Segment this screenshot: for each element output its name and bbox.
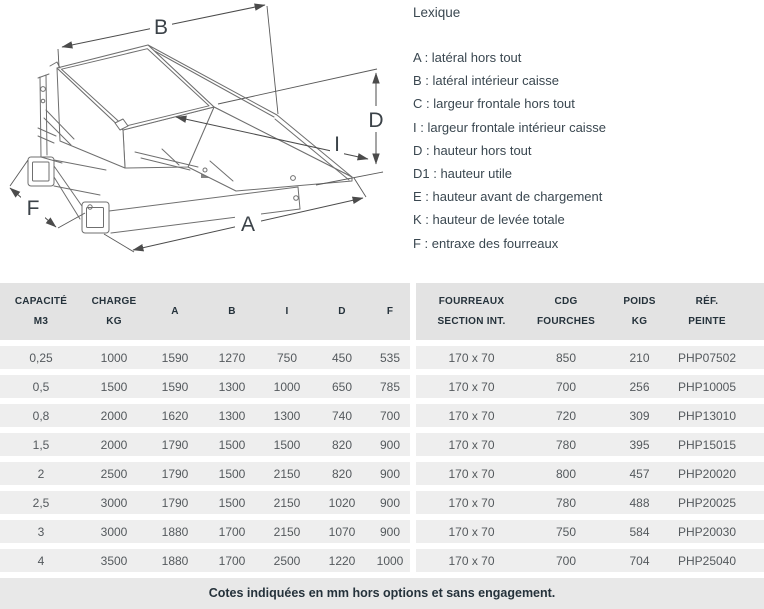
table-cell: 170 x 70 — [410, 433, 527, 456]
table-cell: 900 — [370, 520, 410, 543]
table-cell: 256 — [605, 375, 674, 398]
table-cell: 1000 — [370, 549, 410, 572]
table-cell: 1500 — [260, 433, 314, 456]
table-cell: 720 — [527, 404, 605, 427]
lexique-item: D : hauteur hors tout — [413, 142, 532, 158]
table-cell: 1300 — [260, 404, 314, 427]
header-row — [0, 283, 764, 340]
table-cell: 700 — [527, 375, 605, 398]
table-cell: 1300 — [204, 404, 260, 427]
table-row — [0, 346, 764, 369]
table-cell: 1790 — [146, 433, 204, 456]
table-cell: PHP20025 — [674, 491, 764, 514]
table-cell: 1000 — [260, 375, 314, 398]
table-cell: 800 — [527, 462, 605, 485]
table-cell: 309 — [605, 404, 674, 427]
table-cell: 395 — [605, 433, 674, 456]
table-cell: PHP20030 — [674, 520, 764, 543]
table-cell: 1590 — [146, 375, 204, 398]
table-cell: 2150 — [260, 491, 314, 514]
table-cell: 210 — [605, 346, 674, 369]
table-cell: 2000 — [82, 433, 146, 456]
column-header: POIDS KG — [605, 283, 674, 340]
table-cell: 1300 — [204, 375, 260, 398]
table-row — [0, 462, 764, 485]
lexique-list — [413, 46, 606, 255]
table-cell: 850 — [527, 346, 605, 369]
table-cell: 2500 — [82, 462, 146, 485]
table-row — [0, 520, 764, 543]
column-header: F — [370, 283, 410, 340]
table-cell: 2500 — [260, 549, 314, 572]
table-cell: 820 — [314, 462, 370, 485]
column-header: D — [314, 283, 370, 340]
table-cell: 457 — [605, 462, 674, 485]
table-cell: 584 — [605, 520, 674, 543]
table-cell: 1880 — [146, 520, 204, 543]
table-cell: 170 x 70 — [410, 520, 527, 543]
spec-table-body — [0, 346, 764, 572]
dim-label-f: F — [26, 197, 40, 220]
spec-table — [0, 277, 764, 578]
table-row — [0, 549, 764, 572]
column-header: I — [260, 283, 314, 340]
table-cell: 900 — [370, 462, 410, 485]
table-cell: 700 — [527, 549, 605, 572]
lexique-item: F : entraxe des fourreaux — [413, 235, 559, 251]
table-cell: 750 — [527, 520, 605, 543]
column-header: CAPACITÉ M3 — [0, 283, 82, 340]
table-cell: 700 — [370, 404, 410, 427]
table-cell: 170 x 70 — [410, 462, 527, 485]
table-cell: 3000 — [82, 491, 146, 514]
table-cell: 450 — [314, 346, 370, 369]
column-header: B — [204, 283, 260, 340]
spec-table-header — [0, 283, 764, 340]
table-cell: 820 — [314, 433, 370, 456]
table-cell: 750 — [260, 346, 314, 369]
table-cell: 2150 — [260, 520, 314, 543]
table-cell: 1270 — [204, 346, 260, 369]
lexique-item: D1 : hauteur utile — [413, 166, 513, 182]
table-row — [0, 404, 764, 427]
table-cell: 1700 — [204, 520, 260, 543]
table-cell: 785 — [370, 375, 410, 398]
table-cell: 2 — [0, 462, 82, 485]
table-row — [0, 375, 764, 398]
table-cell: 170 x 70 — [410, 375, 527, 398]
lexique-item: E : hauteur avant de chargement — [413, 189, 603, 205]
table-cell: 1790 — [146, 462, 204, 485]
table-cell: 2,5 — [0, 491, 82, 514]
table-cell: PHP25040 — [674, 549, 764, 572]
dim-label-a: A — [240, 213, 256, 236]
table-cell: 704 — [605, 549, 674, 572]
column-header: CHARGE KG — [82, 283, 146, 340]
table-cell: 1500 — [82, 375, 146, 398]
table-cell: 1070 — [314, 520, 370, 543]
table-cell: 1700 — [204, 549, 260, 572]
table-cell: PHP15015 — [674, 433, 764, 456]
table-cell: 2000 — [82, 404, 146, 427]
footer-note: Cotes indiquées en mm hors options et sans engagement. — [0, 578, 764, 609]
table-cell: 3 — [0, 520, 82, 543]
column-header: FOURREAUX SECTION INT. — [410, 283, 527, 340]
table-cell: 780 — [527, 491, 605, 514]
table-cell: 170 x 70 — [410, 404, 527, 427]
table-cell: 2150 — [260, 462, 314, 485]
table-cell: PHP13010 — [674, 404, 764, 427]
table-cell: 1620 — [146, 404, 204, 427]
table-cell: 4 — [0, 549, 82, 572]
table-cell: 0,5 — [0, 375, 82, 398]
table-cell: PHP10005 — [674, 375, 764, 398]
lexique-title: Lexique — [413, 5, 461, 20]
column-header: A — [146, 283, 204, 340]
lexique-item: B : latéral intérieur caisse — [413, 73, 559, 89]
table-cell: 650 — [314, 375, 370, 398]
table-cell: 1590 — [146, 346, 204, 369]
table-cell: 740 — [314, 404, 370, 427]
table-cell: PHP07502 — [674, 346, 764, 369]
table-cell: 1020 — [314, 491, 370, 514]
fork-pocket-rear — [28, 157, 54, 186]
table-cell: 3500 — [82, 549, 146, 572]
table-cell: 1790 — [146, 491, 204, 514]
table-cell: 1500 — [204, 491, 260, 514]
lexique-item: C : largeur frontale hors tout — [413, 96, 575, 112]
table-row — [0, 491, 764, 514]
table-cell: 170 x 70 — [410, 549, 527, 572]
dim-label-d: D — [368, 109, 384, 132]
table-cell: 3000 — [82, 520, 146, 543]
table-cell: 900 — [370, 491, 410, 514]
lexique-item: I : largeur frontale intérieur caisse — [413, 119, 606, 135]
table-cell: 0,25 — [0, 346, 82, 369]
table-cell: 170 x 70 — [410, 491, 527, 514]
column-header: CDG FOURCHES — [527, 283, 605, 340]
table-cell: 170 x 70 — [410, 346, 527, 369]
table-cell: 0,8 — [0, 404, 82, 427]
technical-drawing — [0, 0, 410, 280]
table-row — [0, 433, 764, 456]
column-header: RÉF. PEINTE — [674, 283, 764, 340]
table-cell: 1500 — [204, 433, 260, 456]
table-cell: 535 — [370, 346, 410, 369]
table-cell: PHP20020 — [674, 462, 764, 485]
table-cell: 780 — [527, 433, 605, 456]
table-cell: 1000 — [82, 346, 146, 369]
table-cell: 1220 — [314, 549, 370, 572]
table-cell: 1500 — [204, 462, 260, 485]
lexique-item: A : latéral hors tout — [413, 50, 522, 65]
dim-label-b: B — [153, 16, 169, 39]
table-cell: 488 — [605, 491, 674, 514]
table-cell: 1880 — [146, 549, 204, 572]
lexique-item: K : hauteur de levée totale — [413, 212, 565, 228]
table-cell: 1,5 — [0, 433, 82, 456]
table-cell: 900 — [370, 433, 410, 456]
dim-label-i: I — [334, 133, 340, 156]
